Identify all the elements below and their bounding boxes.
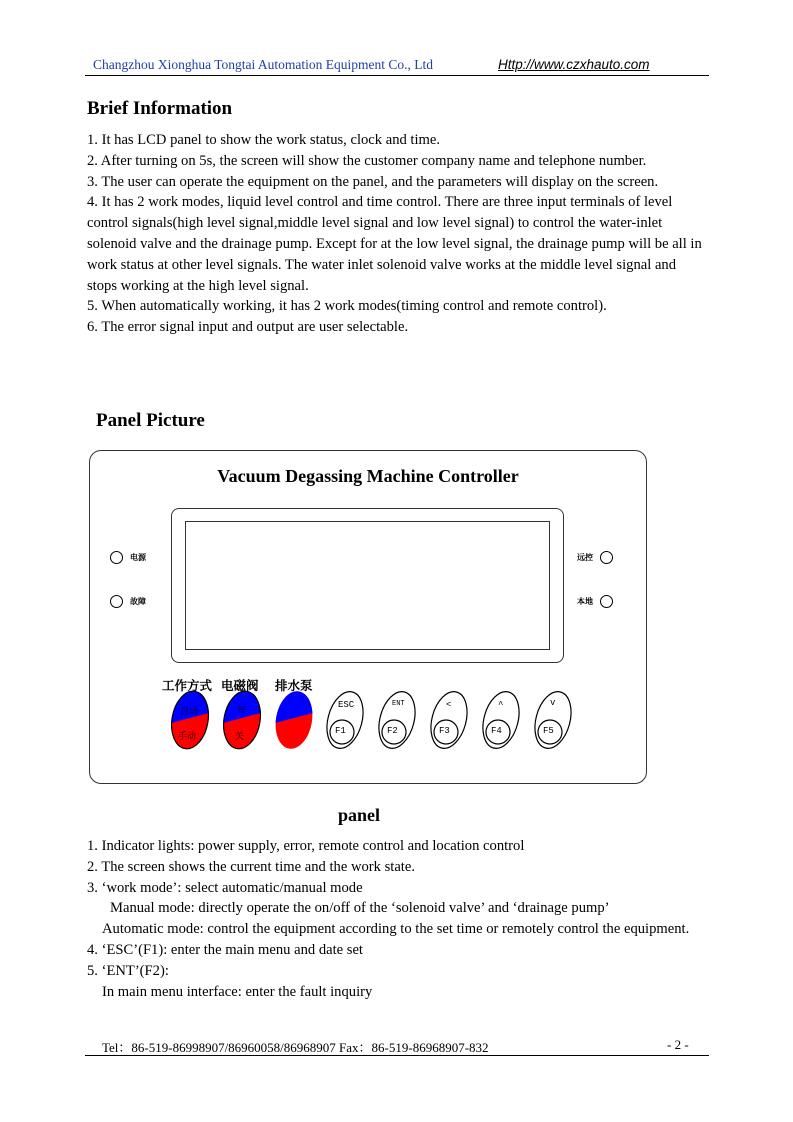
function-keys — [322, 688, 582, 752]
key-bottom-label: F3 — [439, 726, 450, 736]
footer-rule — [85, 1055, 709, 1056]
key-top-label: ENT — [392, 700, 405, 708]
header-rule — [85, 75, 709, 76]
note-item: 3. ‘work mode’: select automatic/manual mode — [87, 879, 363, 896]
error-led-icon — [110, 595, 123, 608]
work-mode-knob[interactable] — [160, 690, 220, 752]
brief-item: 4. It has 2 work modes, liquid level control and time control. There are three input terminals of level control signals(high level signal,middle level signal and low level signal) to control the water-inlet solenoid valve and the drainage pump. Except for at the low level signal, the drainage pump will be all in work status at other level signals. The water inlet solenoid valve works at the middle level signal and stops working at the high level signal. — [87, 194, 702, 294]
lcd-screen — [185, 521, 550, 650]
note-item: In main menu interface: enter the fault inquiry — [102, 983, 373, 1000]
footer-contact: Tel：86-519-86998907/86960058/86968907 Fax：86-519-86968907-832 — [102, 1040, 489, 1055]
solenoid-valve-knob[interactable] — [212, 690, 272, 752]
brief-item: 1. It has LCD panel to show the work status, clock and time. — [87, 132, 441, 148]
key-top-label: v — [550, 698, 556, 708]
key-bottom-label: F1 — [335, 726, 346, 736]
key-top-label: < — [446, 700, 452, 710]
knob-top-text: 开 — [237, 705, 247, 715]
key-bottom-label: F2 — [387, 726, 398, 736]
page-number: - 2 - — [667, 1037, 689, 1052]
knob-label: 工作方式 — [162, 678, 213, 693]
notes-list — [87, 836, 702, 1002]
brief-item: 5. When automatically working, it has 2 work modes(timing control and remote control). — [87, 298, 607, 315]
header-url[interactable]: Http://www.czxhauto.com — [498, 57, 650, 72]
knob-label: 排水泵 — [275, 678, 313, 693]
brief-item: 2. After turning on 5s, the screen will show the customer company name and telephone number. — [87, 152, 647, 169]
key-bottom-label: F5 — [543, 726, 554, 736]
note-item: 2. The screen shows the current time and the work state. — [87, 858, 415, 875]
panel-caption: panel — [338, 805, 381, 825]
local-led-icon — [600, 595, 613, 608]
panel-picture-title: Panel Picture — [96, 410, 205, 431]
brief-item: 3. The user can operate the equipment on the panel, and the parameters will display on the screen. — [87, 173, 659, 190]
note-item: 4. ‘ESC’(F1): enter the main menu and date set — [87, 941, 363, 958]
led-label: 本地 — [577, 597, 593, 606]
brief-list — [87, 130, 702, 338]
mode-knobs — [160, 690, 320, 752]
led-label: 电源 — [130, 553, 146, 562]
key-bottom-label: F4 — [491, 726, 502, 736]
led-label: 远控 — [577, 553, 593, 562]
knob-bottom-text: 手动 — [178, 731, 197, 741]
key-top-label: ^ — [498, 700, 504, 710]
knob-label: 电磁阀 — [221, 678, 259, 693]
knob-bottom-text: 关 — [235, 731, 245, 741]
note-item: 5. ‘ENT’(F2): — [87, 962, 169, 979]
knob-top-text: 自动 — [180, 706, 199, 716]
drainage-pump-knob[interactable] — [264, 690, 320, 752]
led-label: 故障 — [130, 597, 146, 606]
key-top-label: ESC — [338, 700, 355, 710]
brief-item: 6. The error signal input and output are user selectable. — [87, 319, 409, 336]
header-company: Changzhou Xionghua Tongtai Automation Equipment Co., Ltd — [93, 57, 434, 72]
note-item: Manual mode: directly operate the on/off of the ‘solenoid valve’ and ‘drainage pump’ — [110, 900, 610, 917]
brief-title: Brief Information — [87, 98, 233, 119]
remote-led-icon — [600, 551, 613, 564]
panel-title: Vacuum Degassing Machine Controller — [217, 466, 519, 486]
power-led-icon — [110, 551, 123, 564]
note-item: 1. Indicator lights: power supply, error, remote control and location control — [87, 838, 525, 854]
note-item: Automatic mode: control the equipment according to the set time or remotely control the equipment. — [102, 921, 690, 938]
